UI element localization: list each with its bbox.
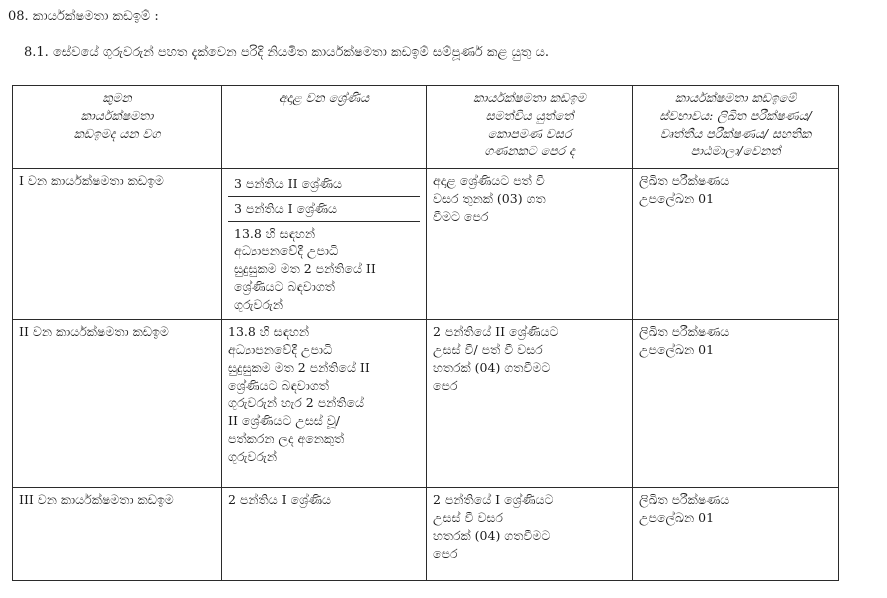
header-applicable-grade: අදාළ වන ශ්‍රේණිය [222, 86, 427, 169]
efficiency-bar-table [12, 85, 839, 581]
grade-cell [222, 169, 427, 320]
grade-item: 13.8 හි සඳහන් අධ්‍යාපනවේදී උපාධි සුදුසුකම මත 2 පන්තියේ II ශ්‍රේණියට බඳවාගත් ගුරුවරුන් [234, 225, 376, 312]
bar-name-cell: II වන කාර්යක්ෂමතා කඩඉම [13, 320, 222, 488]
header-pass-before-years: කාර්යක්ෂමතා කඩඉම සමත්විය යුත්තේ කොපමණ වසර ගණනකට පෙර ද [427, 86, 633, 169]
timing-cell: අදාළ ශ්‍රේණියට පත් වී වසර තුනක් (03) ගත වීමට පෙර [427, 169, 633, 320]
header-bar-nature: කාර්යක්ෂමතා කඩඉමේ ස්වභාවය: ලිඛිත පරීක්ෂණය/ වෘත්තීය පරීක්ෂණය/ සහතික පාඨමාලා/වෙනත් [633, 86, 839, 169]
nature-cell: ලිඛිත පරීක්ෂණය උපලේඛන 01 [633, 169, 839, 320]
table-row [13, 169, 839, 320]
section-heading: 08. කාර්යක්ෂමතා කඩඉම් : [8, 9, 159, 24]
table-header-row [13, 86, 839, 169]
header-bar-name: කුමන කාර්යක්ෂමතා කඩඉමද යන වග [13, 86, 222, 169]
grade-item: 3 පන්තිය II ශ්‍රේණිය [228, 172, 420, 197]
timing-cell: 2 පන්තියේ II ශ්‍රේණියට උසස් වී/ පත් වී වසර හතරක් (04) ගතවීමට පෙර [427, 320, 633, 488]
section-subheading: 8.1. සේවයේ ගුරුවරුන් පහත දැක්වෙන පරිදි නියමිත කාර්යක්ෂමතා කඩඉම් සම්පූර්ණ කළ යුතු ය. [24, 45, 550, 60]
bar-name-cell: I වන කාර්යක්ෂමතා කඩඉම [13, 169, 222, 320]
timing-cell: 2 පන්තියේ I ශ්‍රේණියට උසස් වී වසර හතරක් (04) ගතවීමට පෙර [427, 488, 633, 581]
table-row [13, 320, 839, 488]
grade-cell: 13.8 හි සඳහන් අධ්‍යාපනවේදී උපාධි සුදුසුකම මත 2 පන්තියේ II ශ්‍රේණියට බඳවාගත් ගුරුවරුන් හැර 2 පන්තියේ II ශ්‍රේණියට උසස් වූ/ පත්කරන ලද අනෙකුත් ගුරුවරුන් [222, 320, 427, 488]
nature-cell: ලිඛිත පරීක්ෂණය උපලේඛන 01 [633, 488, 839, 581]
table-row [13, 488, 839, 581]
bar-name-cell: III වන කාර්යක්ෂමතා කඩඉම [13, 488, 222, 581]
grade-cell: 2 පන්තිය I ශ්‍රේණිය [222, 488, 427, 581]
nature-cell: ලිඛිත පරීක්ෂණය උපලේඛන 01 [633, 320, 839, 488]
grade-item: 3 පන්තිය I ශ්‍රේණිය [228, 197, 420, 222]
